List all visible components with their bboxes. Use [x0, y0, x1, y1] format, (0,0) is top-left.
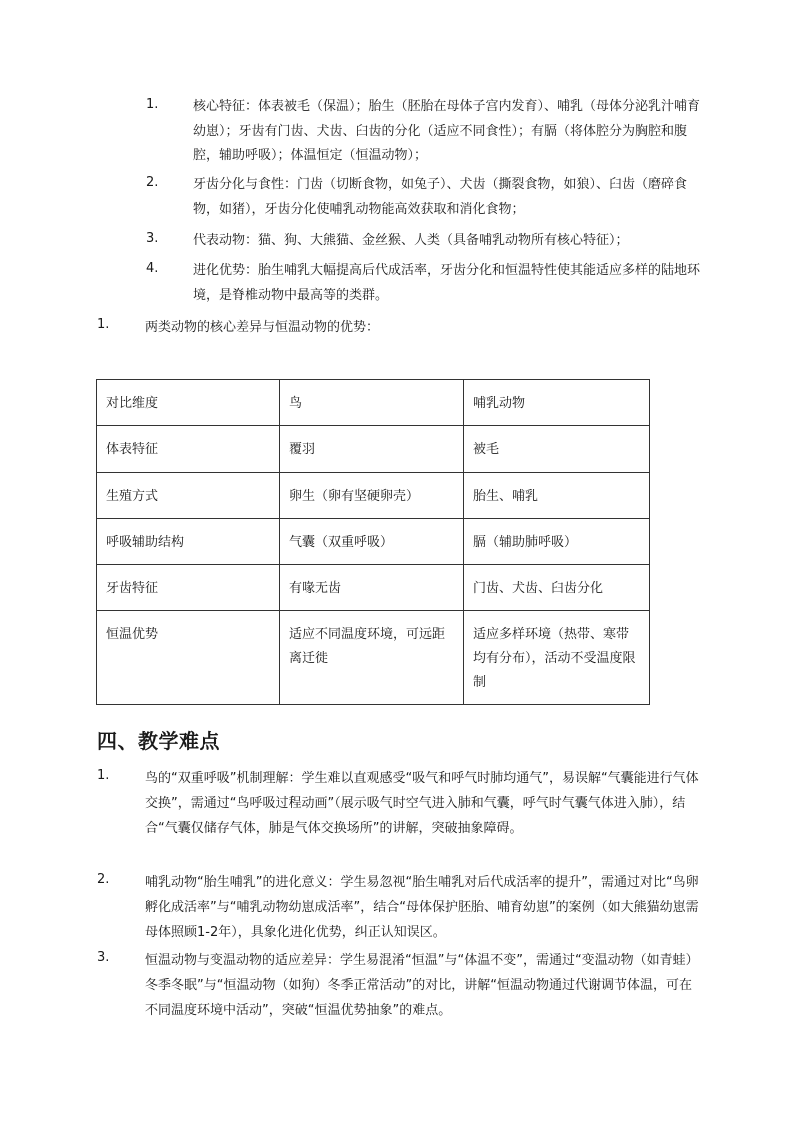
table-cell: 适应多样环境（热带、寒带均有分布），活动不受温度限制: [464, 611, 650, 705]
list-text: 核心特征：体表被毛（保温）；胎生（胚胎在母体子宫内发育）、哺乳（母体分泌乳汁哺育幼崽）；牙齿有门齿、犬齿、臼齿的分化（适应不同食性）；有膈（将体腔分为胸腔和腹腔，辅助呼吸）；体温恒定（恒温动物）；: [193, 99, 701, 163]
list-text: 牙齿分化与食性：门齿（切断食物，如兔子）、犬齿（撕裂食物，如狼）、臼齿（磨碎食物，如猪），牙齿分化使哺乳动物能高效获取和消化食物；: [193, 177, 688, 217]
table-cell: 门齿、犬齿、臼齿分化: [464, 565, 650, 611]
table-cell: 膈（辅助肺呼吸）: [464, 519, 650, 565]
table-header-row: [97, 380, 650, 426]
list-number: 3.: [146, 231, 159, 246]
table-cell: 气囊（双重呼吸）: [280, 519, 464, 565]
table-row: [97, 565, 650, 611]
table-header-cell: 哺乳动物: [464, 380, 650, 426]
list-text: 进化优势：胎生哺乳大幅提高后代成活率，牙齿分化和恒温特性使其能适应多样的陆地环境，是脊椎动物中最高等的类群。: [193, 263, 701, 303]
list-number: 4.: [146, 261, 159, 276]
table-cell: 牙齿特征: [97, 565, 280, 611]
list-number: 1.: [97, 768, 110, 783]
table-cell: 胎生、哺乳: [464, 473, 650, 519]
list-text: 鸟的“双重呼吸”机制理解：学生难以直观感受“吸气和呼气时肺均通气”，易误解“气囊能进行气体交换”，需通过“鸟呼吸过程动画”（展示吸气时空气进入肺和气囊，呼气时气囊气体进入肺），结合“气囊仅储存气体，肺是气体交换场所”的讲解，突破抽象障碍。: [145, 771, 699, 836]
list-number: 2.: [146, 175, 159, 190]
comparison-table: [96, 379, 650, 705]
table-cell: 被毛: [464, 426, 650, 473]
section-heading: 四、教学难点: [97, 729, 220, 753]
table-header-cell: 对比维度: [97, 380, 280, 426]
list-number: 3.: [97, 950, 110, 965]
list-number: 2.: [97, 872, 110, 887]
table-cell: 卵生（卵有坚硬卵壳）: [280, 473, 464, 519]
list-number: 1.: [146, 97, 159, 112]
table-row: [97, 611, 650, 705]
table-cell: 体表特征: [97, 426, 280, 473]
table-cell: 有喙无齿: [280, 565, 464, 611]
table-cell: 适应不同温度环境，可远距离迁徙: [280, 611, 464, 705]
table-cell: 呼吸辅助结构: [97, 519, 280, 565]
table-row: [97, 519, 650, 565]
comparison-heading-text: 两类动物的核心差异与恒温动物的优势：: [145, 320, 380, 335]
table-header-cell: 鸟: [280, 380, 464, 426]
list-text: 哺乳动物“胎生哺乳”的进化意义：学生易忽视“胎生哺乳对后代成活率的提升”，需通过对比“鸟卵孵化成活率”与“哺乳动物幼崽成活率”，结合“母体保护胚胎、哺育幼崽”的案例（如大熊猫幼崽需母体照顾1-2年），具象化进化优势，纠正认知误区。: [145, 875, 699, 940]
list-text: 恒温动物与变温动物的适应差异：学生易混淆“恒温”与“体温不变”，需通过“变温动物（如青蛙）冬季冬眠”与“恒温动物（如狗）冬季正常活动”的对比，讲解“恒温动物通过代谢调节体温，可在不同温度环境中活动”，突破“恒温优势抽象”的难点。: [145, 953, 699, 1018]
table-row: [97, 473, 650, 519]
table-cell: 恒温优势: [97, 611, 280, 705]
list-number: 1.: [97, 317, 110, 332]
table-cell: 覆羽: [280, 426, 464, 473]
table-row: [97, 426, 650, 473]
table-cell: 生殖方式: [97, 473, 280, 519]
list-text: 代表动物：猫、狗、大熊猫、金丝猴、人类（具备哺乳动物所有核心特征）；: [193, 233, 629, 248]
